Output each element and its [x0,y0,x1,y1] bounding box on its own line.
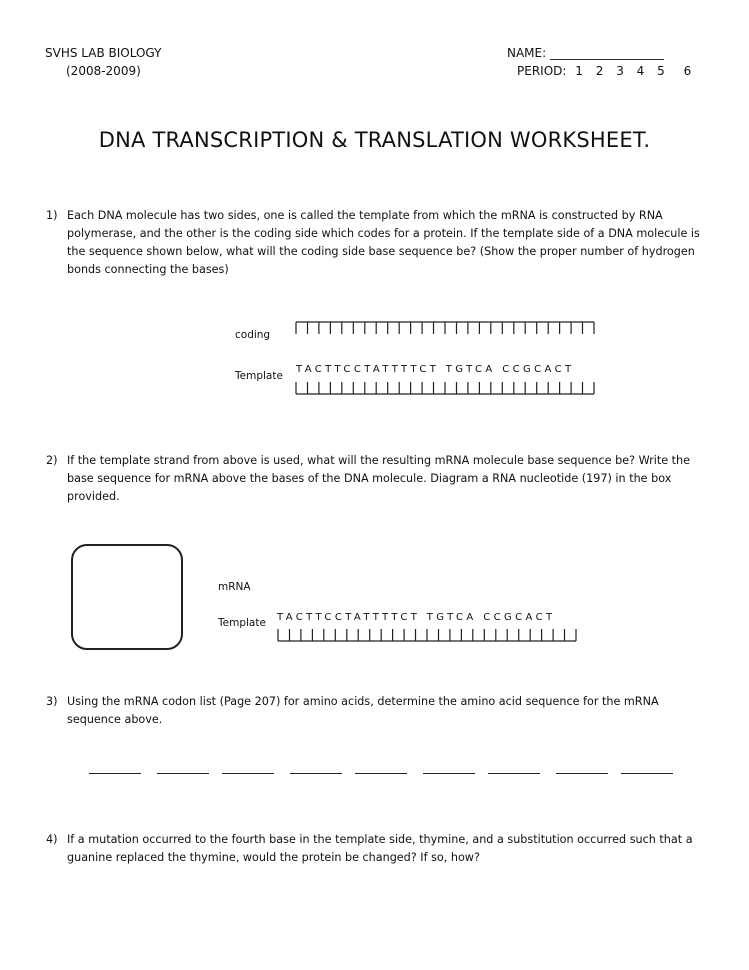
period-label: PERIOD: [517,64,567,78]
amino-acid-blank[interactable] [355,773,407,774]
course-name: SVHS LAB BIOLOGY [45,46,162,60]
question-3 [46,693,710,729]
period-option[interactable]: 3 [616,64,624,78]
question-text: If a mutation occurred to the fourth base in the template side, thymine, and a substitution occurred such that a guanine replaced the thymine, would the protein be changed? If so, how? [67,833,693,864]
period-row [517,64,691,78]
amino-acid-blank[interactable] [222,773,274,774]
template-bases: TACTTCCTATTTTCT TGTCA CCGCACT [277,612,556,623]
amino-acid-blank[interactable] [423,773,475,774]
amino-acid-blank[interactable] [290,773,342,774]
template-strand-ticks [278,627,578,643]
page-title: DNA TRANSCRIPTION & TRANSLATION WORKSHEET. [98,128,651,152]
amino-acid-blank[interactable] [556,773,608,774]
period-option[interactable]: 4 [636,64,645,78]
question-number: 2) [46,454,58,467]
template-bases: TACTTCCTATTTTCT TGTCA CCGCACT [296,364,575,375]
period-option[interactable]: 2 [595,64,604,78]
template-label: Template [218,617,266,629]
question-text: If the template strand from above is used, what will the resulting mRNA molecule base sequence be? Write the base sequence for mRNA above the bases of the DNA molecule. Diagram a RNA nucleotide (197) in the box provided. [67,454,691,503]
school-year: (2008-2009) [66,64,141,78]
question-2 [46,452,710,506]
question-text: Using the mRNA codon list (Page 207) for amino acids, determine the amino acid sequence for the mRNA sequence above. [67,695,659,726]
amino-acid-blank[interactable] [89,773,141,774]
question-number: 3) [46,695,58,708]
period-option[interactable]: 6 [683,64,692,78]
amino-acid-blank[interactable] [157,773,209,774]
question-number: 1) [46,209,58,222]
coding-strand-ticks[interactable] [296,320,596,336]
amino-acid-blank[interactable] [488,773,540,774]
question-number: 4) [46,833,58,846]
question-4 [46,831,710,867]
period-option[interactable]: 1 [575,64,583,78]
question-text: Each DNA molecule has two sides, one is called the template from which the mRNA is constructed by RNA polymerase, and the other is the coding side which codes for a protein. If the template side of a DNA molecule is the sequence shown below, what will the coding side base sequence be? (Show the proper number of hydrogen bonds connecting the bases) [67,209,700,276]
coding-label: coding [235,329,271,341]
period-option[interactable]: 5 [657,64,665,78]
rna-nucleotide-diagram-box[interactable] [71,544,183,650]
template-strand-ticks [296,380,596,396]
amino-acid-blank[interactable] [621,773,673,774]
name-field[interactable]: NAME: ___________________ [507,46,664,60]
mrna-label: mRNA [218,581,251,593]
question-1 [46,207,710,279]
template-label: Template [235,370,283,382]
